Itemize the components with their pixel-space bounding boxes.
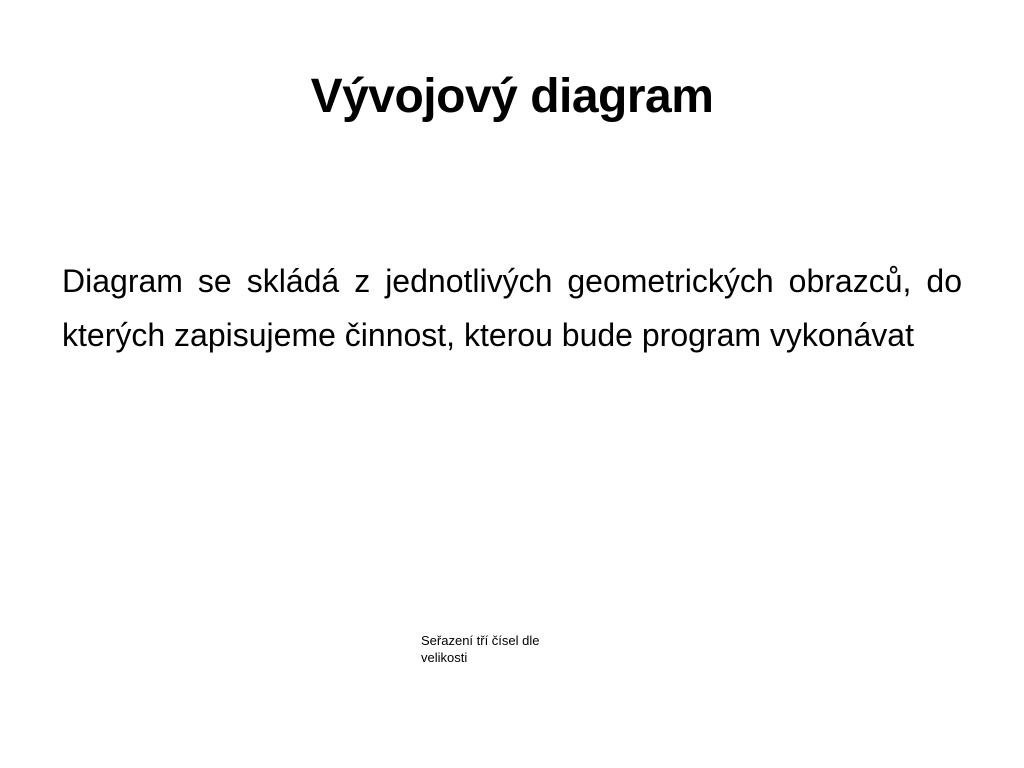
slide-body-text: Diagram se skládá z jednotlivých geometrických obrazců, do kterých zapisujeme činnost, kterou bude program vykonávat xyxy=(62,263,962,353)
slide-title: Vývojový diagram xyxy=(310,70,714,123)
diagram-caption: Seřazení tří čísel dle velikosti xyxy=(421,633,540,665)
